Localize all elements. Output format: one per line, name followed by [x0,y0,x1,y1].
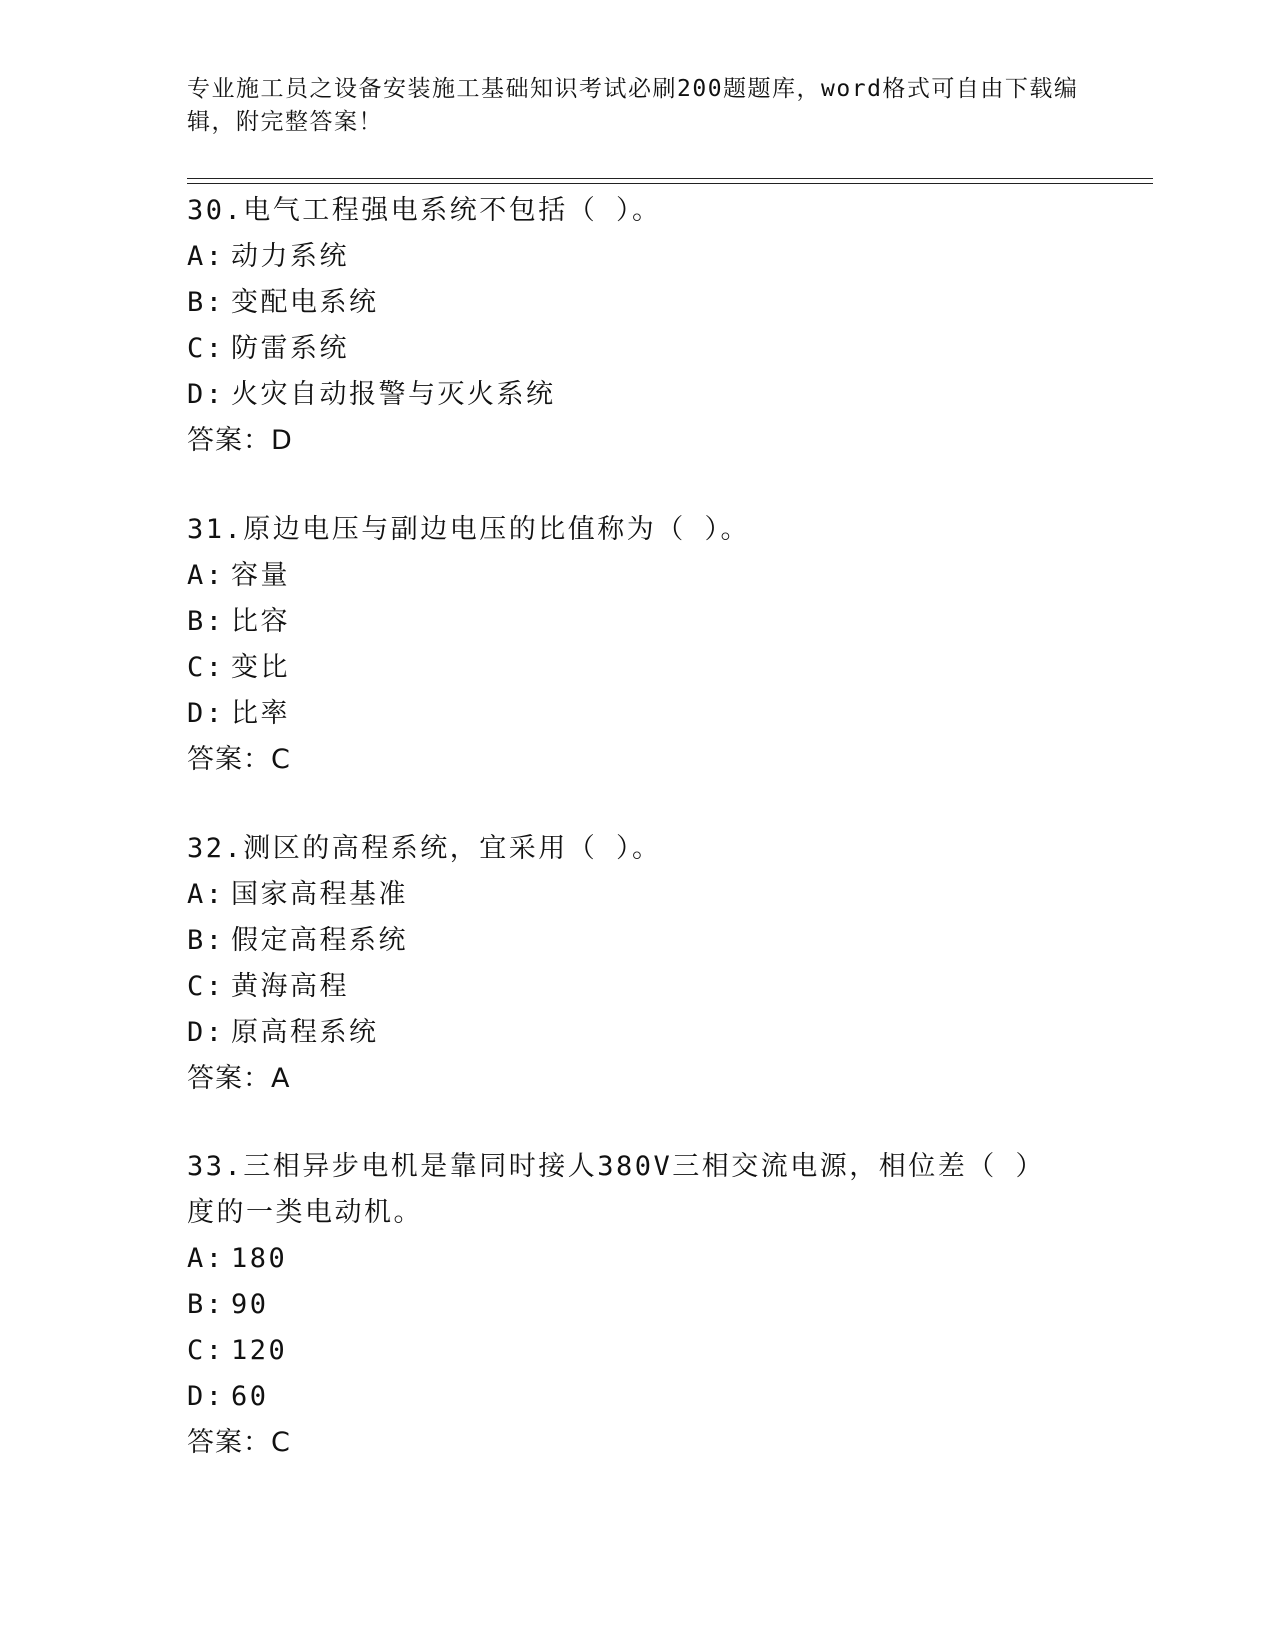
question-number: 30. [187,195,244,226]
question-32 [187,826,1087,1102]
option-text: 假定高程系统 [231,925,408,956]
option-text: 动力系统 [231,241,349,272]
question-33 [187,1144,1087,1466]
question-text [187,507,1087,553]
option-key: C: [187,1335,225,1366]
option-text: 原高程系统 [231,1017,379,1048]
option-d [187,1010,1087,1056]
question-number: 33. [187,1151,244,1182]
answer-line: 答案：C [187,744,291,775]
option-text: 90 [231,1289,269,1320]
option-text: 60 [231,1381,269,1412]
question-text [187,1144,1067,1236]
option-key: C: [187,652,225,683]
option-key: C: [187,333,225,364]
option-c [187,326,1087,372]
option-c [187,1328,1087,1374]
option-key: A: [187,560,225,591]
question-number: 31. [187,514,244,545]
question-30 [187,188,1087,464]
option-text: 黄海高程 [231,971,349,1002]
question-stem: 测区的高程系统，宜采用（ ）。 [243,833,662,864]
option-text: 比率 [231,698,290,729]
question-31 [187,507,1087,783]
option-text: 火灾自动报警与灭火系统 [231,379,556,410]
header-rule-bottom [187,183,1153,184]
option-d [187,691,1087,737]
option-key: C: [187,971,225,1002]
option-c [187,964,1087,1010]
question-stem: 原边电压与副边电压的比值称为（ ）。 [243,514,751,545]
question-number: 32. [187,833,244,864]
option-key: D: [187,1017,225,1048]
header-rule-top [187,178,1153,179]
option-a [187,1236,1087,1282]
document-header: 专业施工员之设备安装施工基础知识考试必刷200题题库，word格式可自由下载编辑，附完整答案！ [187,76,1079,135]
option-text: 120 [231,1335,288,1366]
option-text: 变配电系统 [231,287,379,318]
option-text: 防雷系统 [231,333,349,364]
option-key: A: [187,879,225,910]
option-d [187,372,1087,418]
answer-line: 答案：C [187,1427,291,1458]
question-text [187,188,1087,234]
option-key: D: [187,1381,225,1412]
option-a [187,872,1087,918]
option-a [187,234,1087,280]
option-key: A: [187,1243,225,1274]
option-key: B: [187,1289,225,1320]
option-c [187,645,1087,691]
option-text: 比容 [231,606,290,637]
option-key: D: [187,379,225,410]
option-b [187,918,1087,964]
question-stem: 三相异步电机是靠同时接人380V三相交流电源，相位差（ ）度的一类电动机。 [187,1151,1046,1228]
option-text: 容量 [231,560,290,591]
option-key: A: [187,241,225,272]
option-text: 国家高程基准 [231,879,408,910]
option-b [187,599,1087,645]
option-key: B: [187,606,225,637]
option-b [187,280,1087,326]
question-text [187,826,1087,872]
option-text: 180 [231,1243,288,1274]
question-stem: 电气工程强电系统不包括（ ）。 [243,195,662,226]
answer-line: 答案：D [187,425,293,456]
option-key: B: [187,287,225,318]
option-b [187,1282,1087,1328]
option-key: D: [187,698,225,729]
option-key: B: [187,925,225,956]
option-text: 变比 [231,652,290,683]
answer-line: 答案：A [187,1063,291,1094]
option-d [187,1374,1087,1420]
option-a [187,553,1087,599]
